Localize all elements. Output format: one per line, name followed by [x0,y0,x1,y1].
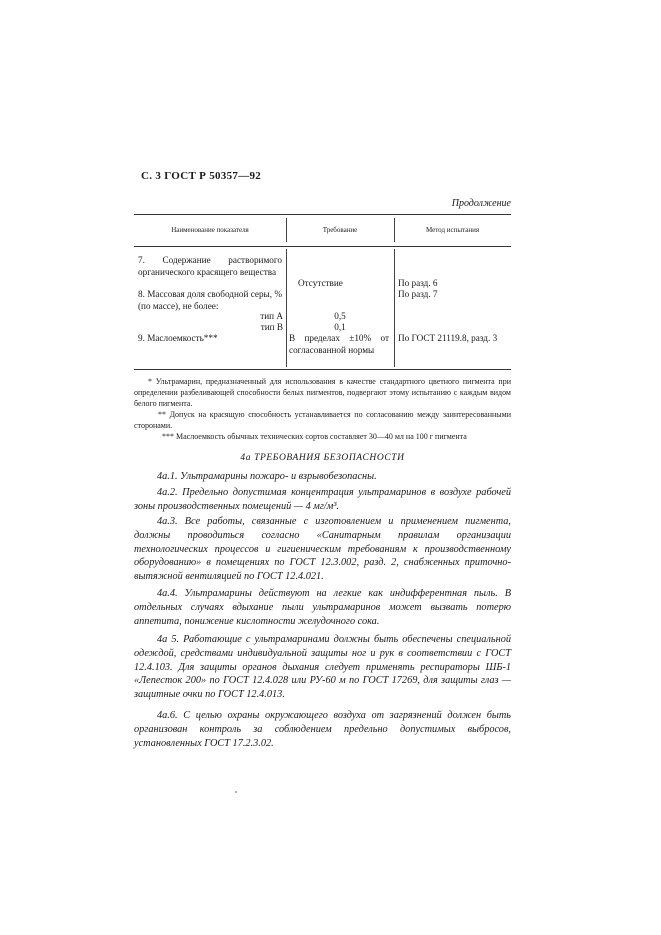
table-header-requirement: Требование [322,226,358,234]
table-row-requirement: 0,1 [334,322,346,332]
footnote: ** Допуск на красящую способность устанавливается по согласованию между заинтересованными сторонами. [134,410,511,430]
page-header: С. 3 ГОСТ Р 50357—92 [141,170,262,182]
table-row-requirement: 0,5 [334,311,346,321]
table-row-method: По разд. 6 [398,278,438,288]
continuation-label: Продолжение [451,198,511,209]
table-column-divider [286,249,287,367]
table-row-name: тип А [260,311,283,321]
scan-speck [235,791,237,793]
paragraph: 4а.6. С целью охраны окружающего воздуха от загрязнений должен быть организован контроль за соблюдением предельно допустимых выбросов, установленных ГОСТ 17.2.3.02. [134,710,511,749]
footnote: *** Маслоемкость обычных технических сортов составляет 30—40 мл на 100 г пигмента [162,432,467,441]
table-row-name: 8. Массовая доля свободной серы, % (по массе), не более: [138,289,282,311]
table-row-requirement: Отсутствие [298,278,343,288]
paragraph: 4а.1. Ультрамарины пожаро- и взрывобезопасны. [157,471,377,482]
paragraph: 4а.2. Предельно допустимая концентрация ультрамаринов в воздухе рабочей зоны производственных помещений — 4 мг/м³. [134,487,511,512]
paragraph: 4а.3. Все работы, связанные с изготовлением и применением пигмента, должны проводиться согласно «Санитарным правилам организации технологических процессов и гигиеническим требованиям к производственному оборудованию» в помещениях по ГОСТ 12.3.002, разд. 2, снабженных приточно-вытяжной вентиляцией по ГОСТ 12.4.021. [134,516,511,583]
table-column-divider [394,249,395,367]
table-row-name: 9. Маслоемкость*** [138,333,218,343]
table-top-rule [134,214,511,215]
table-header-method: Метод испытания [425,226,480,234]
paragraph: 4а.4. Ультрамарины действуют на легкие как индифферентная пыль. В отдельных случаях вдыхание пыли ультрамаринов может вызвать потерю аппетита, понижение кислотности желудочного сока. [134,588,511,627]
table-header-name: Наименование показателя [171,226,249,234]
table-row-method: По разд. 7 [398,289,438,299]
table-header-rule [134,246,511,247]
table-row-requirement: В пределах ±10% от согласованной нормы [289,333,389,355]
table-row-name: 7. Содержание растворимого органического красящего вещества [138,255,282,277]
footnote: * Ультрамарин, предназначенный для использования в качестве стандартного цветного пигмента при определении разбеливающей способности белых пигментов, подвергают этому испытанию с каждым видом белого пигмента. [134,377,511,408]
table-row-method: По ГОСТ 21119.8, разд. 3 [398,333,498,343]
table-row-name: тип В [260,322,283,332]
paragraph: 4а 5. Работающие с ультрамаринами должны быть обеспечены специальной одеждой, средствами индивидуальной защиты ног и рук в соответствии с ГОСТ 12.4.103. Для защиты органов дыхания следует применять респираторы ШБ-1 «Лепесток 200» по ГОСТ 12.4.028 или РУ-60 м по ГОСТ 17269, для защиты глаз — защитные очки по ГОСТ 12.4.013. [134,634,511,701]
section-title: 4а ТРЕБОВАНИЯ БЕЗОПАСНОСТИ [240,453,405,463]
table-bottom-rule [134,369,511,370]
